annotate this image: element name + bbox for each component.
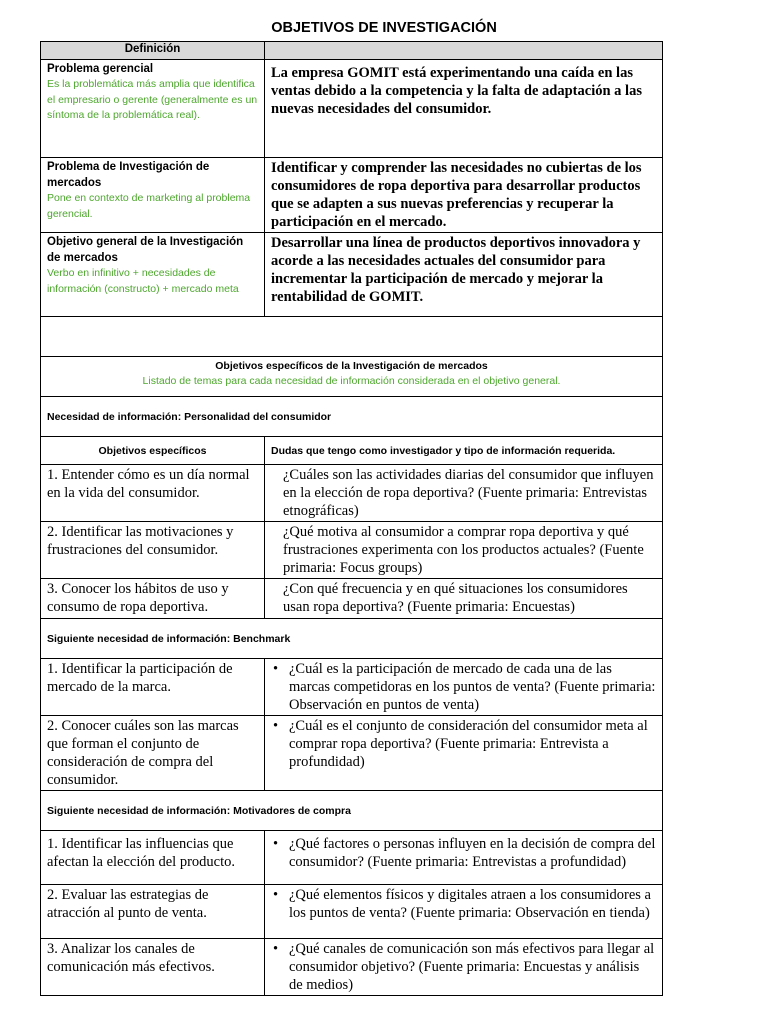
column-header-doubts: Dudas que tengo como investigador y tipo de información requerida.: [265, 437, 663, 465]
definition-answer-cell: [265, 60, 663, 158]
doubt-cell: ¿Con qué frecuencia y en qué situaciones los consumidores usan ropa deportiva? (Fuente primaria: Encuestas): [265, 579, 663, 619]
definition-hint: Verbo en infinitivo + necesidades de información (constructo) + mercado meta: [47, 267, 239, 295]
specific-objectives-header-row: [41, 357, 663, 397]
doubt-cell: ¿Qué motiva al consumidor a comprar ropa deportiva y qué frustraciones experimenta con los productos actuales? (Fuente primaria: Focus groups): [265, 522, 663, 579]
specific-objectives-hint: Listado de temas para cada necesidad de información considerada en el objetivo general.: [142, 375, 561, 387]
bullet-icon: •: [273, 718, 279, 734]
objective-row: [41, 885, 663, 939]
research-objectives-table: [40, 41, 663, 996]
doubt-cell: [265, 716, 663, 791]
doubt-text: ¿Qué elementos físicos y digitales atraen a los consumidores a los puntos de venta? (Fuente primaria: Observación en tienda): [289, 887, 651, 921]
column-header-row: [41, 437, 663, 465]
specific-objectives-title: Objetivos específicos de la Investigación de mercados: [215, 360, 488, 372]
bullet-icon: •: [273, 836, 279, 852]
spacer-cell: [41, 317, 663, 357]
doubt-cell: [265, 939, 663, 996]
need-row: [41, 791, 663, 831]
objective-row: [41, 659, 663, 716]
bullet-icon: •: [273, 887, 279, 903]
objective-row: [41, 831, 663, 885]
doubt-cell: [265, 885, 663, 939]
definition-label: Problema gerencial: [47, 63, 154, 75]
objective-cell: 1. Identificar la participación de mercado de la marca.: [41, 659, 265, 716]
column-header-objectives: Objetivos específicos: [41, 437, 265, 465]
need-row: [41, 397, 663, 437]
definition-label: Problema de Investigación de mercados: [47, 161, 210, 189]
objective-cell: 1. Identificar las influencias que afectan la elección del producto.: [41, 831, 265, 885]
need-title: Necesidad de información: Personalidad del consumidor: [41, 397, 663, 437]
objective-cell: 3. Analizar los canales de comunicación más efectivos.: [41, 939, 265, 996]
definition-header-blank: [265, 42, 663, 60]
definition-label-cell: [41, 60, 265, 158]
definition-header: Definición: [41, 42, 265, 60]
doubt-text: ¿Qué factores o personas influyen en la decisión de compra del consumidor? (Fuente primaria: Entrevistas a profundidad): [289, 836, 656, 870]
objective-row: [41, 716, 663, 791]
page-title: OBJETIVOS DE INVESTIGACIÓN: [271, 20, 497, 36]
bullet-icon: •: [273, 661, 279, 677]
objective-cell: 2. Identificar las motivaciones y frustraciones del consumidor.: [41, 522, 265, 579]
objective-cell: 1. Entender cómo es un día normal en la vida del consumidor.: [41, 465, 265, 522]
bullet-icon: •: [273, 941, 279, 957]
definition-answer-cell: [265, 233, 663, 317]
objective-cell: 2. Conocer cuáles son las marcas que forman el conjunto de consideración de compra del consumidor.: [41, 716, 265, 791]
doubt-text: ¿Qué canales de comunicación son más efectivos para llegar al consumidor objetivo? (Fuente primaria: Encuestas y análisis de medios): [289, 941, 655, 993]
objective-row: [41, 522, 663, 579]
definition-header-row: [41, 42, 663, 60]
objective-row: [41, 579, 663, 619]
doubt-text: ¿Cuál es el conjunto de consideración del consumidor meta al comprar ropa deportiva? (Fuente primaria: Entrevista a profundidad): [289, 718, 648, 770]
definition-hint: Pone en contexto de marketing al problema gerencial.: [47, 192, 251, 220]
definition-label-cell: [41, 233, 265, 317]
spacer-row: [41, 317, 663, 357]
objective-cell: 3. Conocer los hábitos de uso y consumo de ropa deportiva.: [41, 579, 265, 619]
definition-label: Objetivo general de la Investigación de mercados: [47, 236, 244, 264]
doubt-cell: [265, 659, 663, 716]
definition-label-cell: [41, 158, 265, 233]
definition-answer: Identificar y comprender las necesidades no cubiertas de los consumidores de ropa deportiva para desarrollar productos que se adapten a sus nuevas preferencias y recuperar la participación en el mercado.: [271, 160, 642, 230]
need-title: Siguiente necesidad de información: Benchmark: [41, 619, 663, 659]
definition-answer: Desarrollar una línea de productos deportivos innovadora y acorde a las necesidades actuales del consumidor para incrementar la participación de mercado y mejorar la rentabilidad de GOMIT.: [271, 235, 641, 305]
definition-answer: La empresa GOMIT está experimentando una caída en las ventas debido a la competencia y la falta de adaptación a las nuevas necesidades del consumidor.: [271, 65, 642, 117]
specific-objectives-header: [41, 357, 663, 397]
objective-row: [41, 465, 663, 522]
need-title: Siguiente necesidad de información: Motivadores de compra: [41, 791, 663, 831]
doubt-cell: [265, 831, 663, 885]
definition-row-general-objective: [41, 233, 663, 317]
doubt-cell: ¿Cuáles son las actividades diarias del consumidor que influyen en la elección de ropa deportiva? (Fuente primaria: Entrevistas etnográficas): [265, 465, 663, 522]
definition-row-management-problem: [41, 60, 663, 158]
need-row: [41, 619, 663, 659]
definition-answer-cell: [265, 158, 663, 233]
definition-row-research-problem: [41, 158, 663, 233]
objective-cell: 2. Evaluar las estrategias de atracción al punto de venta.: [41, 885, 265, 939]
objective-row: [41, 939, 663, 996]
doubt-text: ¿Cuál es la participación de mercado de cada una de las marcas competidoras en los puntos de venta? (Fuente primaria: Observación en puntos de venta): [289, 661, 656, 713]
definition-hint: Es la problemática más amplia que identifica el empresario o gerente (generalmente es un síntoma de la problemática real).: [47, 78, 258, 121]
